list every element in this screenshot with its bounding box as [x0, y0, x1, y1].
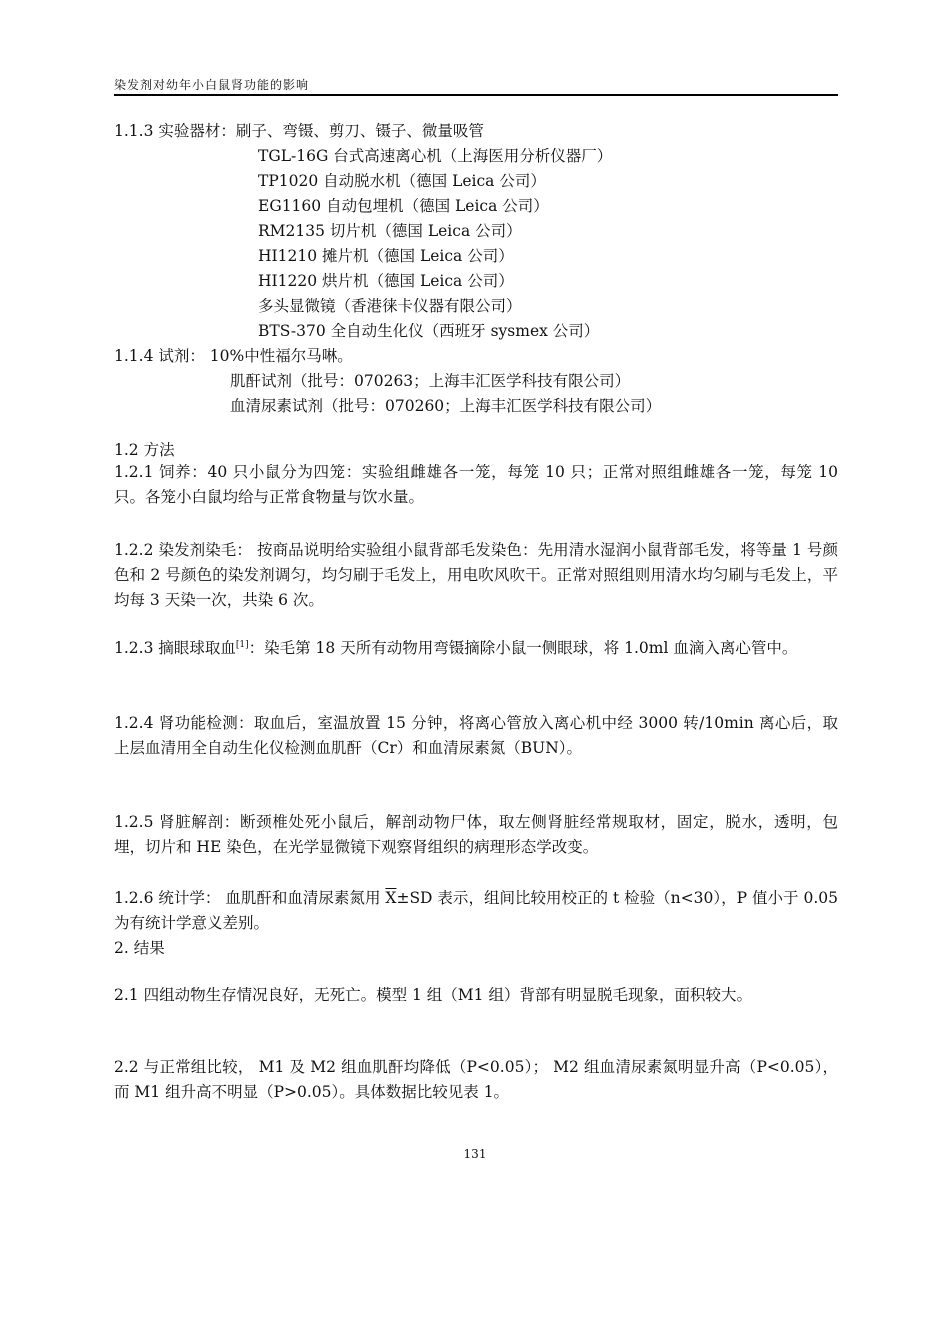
section-1-2-3 [114, 636, 838, 661]
section-1-1-3: 1.1.3 实验器材：刷子、弯镊、剪刀、镊子、微量吸管 [114, 122, 484, 140]
equipment-item: TGL-16G 台式高速离心机（上海医用分析仪器厂） [258, 147, 613, 165]
citation-ref: [1] [235, 639, 249, 650]
section-1-2-1: 1.2.1 饲养：40 只小鼠分为四笼：实验组雌雄各一笼，每笼 10 只；正常对照组雌雄各一笼，每笼 10 只。各笼小白鼠均给与正常食物量与饮水量。 [114, 463, 838, 506]
equipment-item: EG1160 自动包埋机（德国 Leica 公司） [258, 197, 549, 215]
equipment-item: RM2135 切片机（德国 Leica 公司） [258, 222, 522, 240]
section-1-2-3-lead: 1.2.3 摘眼球取血 [114, 639, 236, 657]
equipment-item: 多头显微镜（香港徕卡仪器有限公司） [258, 297, 522, 315]
section-1-2-5: 1.2.5 肾脏解剖：断颈椎处死小鼠后，解剖动物尸体，取左侧肾脏经常规取材，固定，脱水，透明，包埋，切片和 HE 染色，在光学显微镜下观察肾组织的病理形态学改变。 [114, 813, 838, 856]
reagent-item: 血清尿素试剂（批号：070260；上海丰汇医学科技有限公司） [230, 397, 662, 415]
section-1-2-6-lead: 1.2.6 统计学： 血肌酐和血清尿素氮用 [114, 889, 386, 907]
equipment-item: HI1220 烘片机（德国 Leica 公司） [258, 272, 514, 290]
section-1-2-4: 1.2.4 肾功能检测：取血后，室温放置 15 分钟，将离心管放入离心机中经 3000 转/10min 离心后，取上层血清用全自动生化仪检测血肌酐（Cr）和血清尿素氮（BUN）。 [114, 714, 838, 757]
section-1-2-heading: 1.2 方法 [114, 441, 175, 459]
section-2-1: 2.1 四组动物生存情况良好，无死亡。模型 1 组（M1 组）背部有明显脱毛现象，面积较大。 [114, 986, 752, 1004]
mean-symbol: $\overline{X}$ [385, 889, 397, 907]
section-1-2-6 [114, 886, 838, 936]
reagent-item: 肌酐试剂（批号：070263；上海丰汇医学科技有限公司） [230, 372, 631, 390]
section-1-2-3-body: ：染毛第 18 天所有动物用弯镊摘除小鼠一侧眼球，将 1.0ml 血滴入离心管中。 [248, 639, 798, 657]
equipment-item: HI1210 摊片机（德国 Leica 公司） [258, 247, 514, 265]
section-1-1-4: 1.1.4 试剂： 10%中性福尔马啉。 [114, 347, 353, 365]
section-1-2-6-body: ±SD 表示，组间比较用校正的 t 检验（n<30），P 值小于 0.05 为有统计学意义差别。 [114, 889, 838, 932]
equipment-item: TP1020 自动脱水机（德国 Leica 公司） [258, 172, 546, 190]
section-2-2: 2.2 与正常组比较， M1 及 M2 组血肌酐均降低（P<0.05）； M2 组血清尿素氮明显升高（P<0.05），而 M1 组升高不明显（P>0.05）。具体数据比较见表 1。 [114, 1058, 838, 1101]
results-heading: 2. 结果 [114, 939, 165, 957]
running-header: 染发剂对幼年小白鼠肾功能的影响 [114, 78, 310, 92]
equipment-item: BTS-370 全自动生化仪（西班牙 sysmex 公司） [258, 322, 600, 340]
section-1-2-2: 1.2.2 染发剂染毛： 按商品说明给实验组小鼠背部毛发染色：先用清水湿润小鼠背部毛发，将等量 1 号颜色和 2 号颜色的染发剂调匀，均匀刷于毛发上，用电吹风吹干。正常对照组则用清水均匀刷与毛发上，平均每 3 天染一次，共染 6 次。 [114, 541, 838, 609]
page-number: 131 [463, 1147, 487, 1161]
header-rule [114, 94, 838, 96]
